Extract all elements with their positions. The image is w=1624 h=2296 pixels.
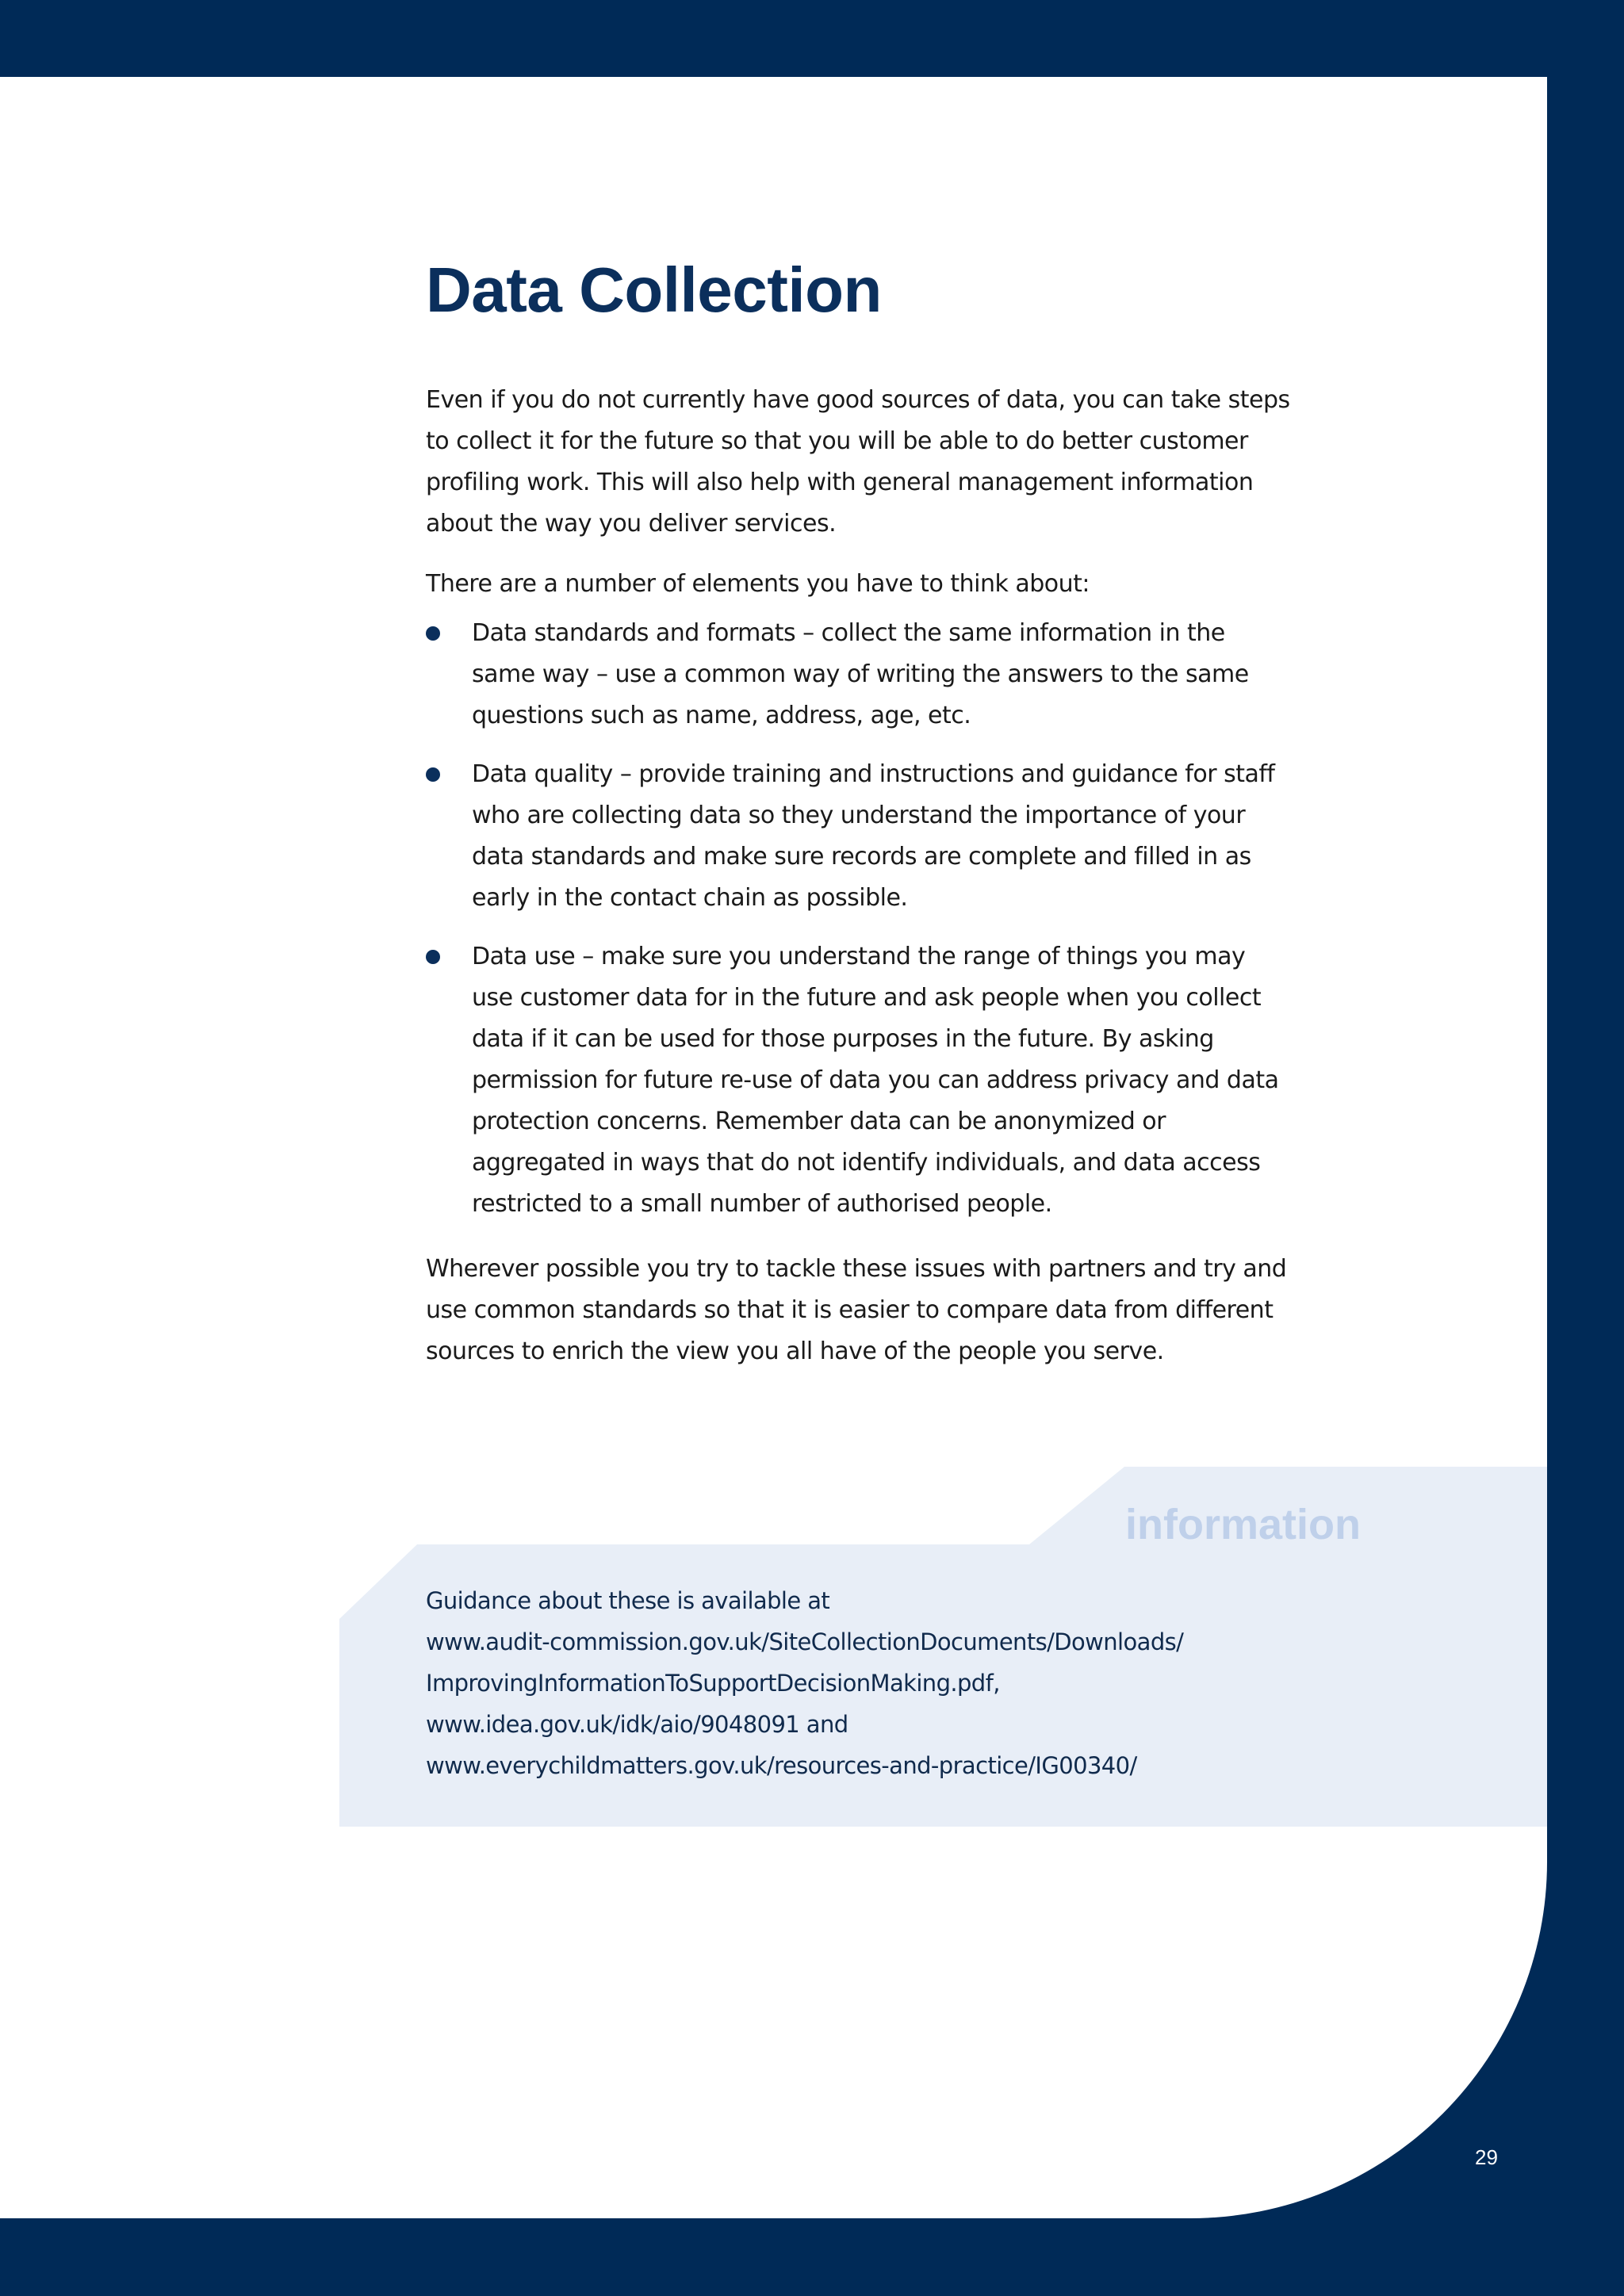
- info-link[interactable]: www.everychildmatters.gov.uk/resources-and-practice/IG00340/: [426, 1752, 1137, 1779]
- element-list: [426, 613, 1290, 1225]
- info-line: Guidance about these is available at: [426, 1587, 830, 1614]
- list-item-text: Data standards and formats – collect the same information in the same way – use a common way of writing the answers to the same questions such as name, address, age, etc.: [472, 619, 1249, 729]
- lead-paragraph: There are a number of elements you have to think about:: [426, 570, 1090, 598]
- main-content: [426, 253, 1290, 1372]
- page-number: 29: [1475, 2145, 1498, 2169]
- list-item: [426, 613, 1290, 737]
- closing-paragraph: Wherever possible you try to tackle these issues with partners and try and use common standards so that it is easier to compare data from different sources to enrich the view you all have of the people you serve.: [426, 1255, 1287, 1365]
- list-item: [426, 754, 1290, 919]
- information-box: [339, 1467, 1547, 1827]
- list-item-text: Data use – make sure you understand the range of things you may use customer data for in the future and ask people when you collect data if it can be used for those purposes in the future. By asking permission for future re-use of data you can address privacy and data protection concerns. Remember data can be anonymized or aggregated in ways that do not identify individuals, and data access restricted to a small number of authorised people.: [472, 943, 1279, 1218]
- info-link[interactable]: ImprovingInformationToSupportDecisionMaking.pdf,: [426, 1670, 1000, 1697]
- bullet-dot-icon: [426, 950, 440, 964]
- information-text: [426, 1580, 1298, 1786]
- bullet-dot-icon: [426, 767, 440, 782]
- information-heading: information: [1125, 1501, 1361, 1548]
- list-item: [426, 936, 1290, 1225]
- info-link[interactable]: www.audit-commission.gov.uk/SiteCollectionDocuments/Downloads/: [426, 1628, 1184, 1655]
- info-link[interactable]: www.idea.gov.uk/idk/aio/9048091 and: [426, 1711, 848, 1738]
- page-sheet: [0, 77, 1547, 2218]
- bullet-dot-icon: [426, 626, 440, 641]
- page-title: Data Collection: [426, 254, 882, 325]
- list-item-text: Data quality – provide training and instructions and guidance for staff who are collecting data so they understand the importance of your data standards and make sure records are complete and filled in as early in the contact chain as possible.: [472, 760, 1275, 912]
- intro-paragraph: Even if you do not currently have good sources of data, you can take steps to collect it for the future so that you will be able to do better customer profiling work. This will also help with general management information about the way you deliver services.: [426, 386, 1290, 538]
